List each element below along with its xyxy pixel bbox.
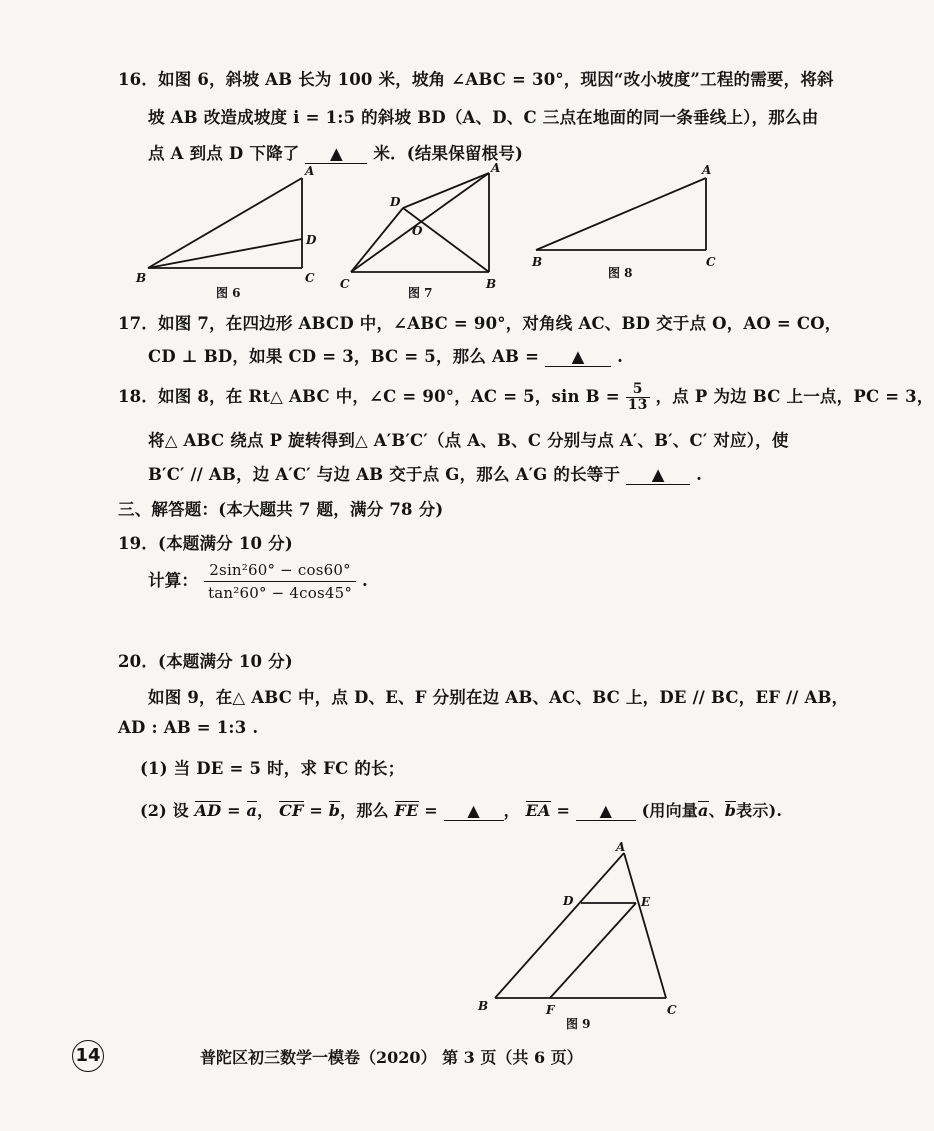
q20-sep: 、 [708,801,725,820]
q16-text-b: 米．(结果保留根号) [373,144,524,163]
q18-text-a2: B′C′ // AB，边 A′C′ 与边 AB 交于点 G，那么 A′G 的长等于 [148,465,621,484]
fig8-caption: 图 8 [608,266,633,280]
q18-text-a: 18．如图 8，在 Rt△ ABC 中，∠C = 90°，AC = 5，sin B = [118,387,620,406]
q16-line1: 16．如图 6，斜坡 AB 长为 100 米，坡角 ∠ABC = 30°，现因“改小坡度”工程的需要，将斜 [118,70,834,89]
vector-ea: EA [525,801,551,820]
q20-comma2: ， [503,801,520,820]
q18-text-b2: . [696,465,703,484]
q17-line2 [148,343,623,367]
q17-answer-blank[interactable]: ▲ [545,348,611,367]
q16-answer-blank[interactable]: ▲ [305,145,367,164]
fig9-label-d: D [563,894,574,908]
q20-eq4: = [556,801,571,820]
figure-8 [536,178,706,250]
fig8-label-c: C [706,255,716,269]
q19-denominator: tan²60° − 4cos45° [208,584,353,602]
fig6-caption: 图 6 [216,286,241,300]
q18-answer-blank[interactable]: ▲ [626,466,690,485]
fig7-caption: 图 7 [408,286,433,300]
q19-numerator: 2sin²60° − cos60° [204,560,356,582]
fig8-label-a: A [702,163,712,177]
fig7-label-c: C [340,277,350,291]
fig9-label-a: A [616,840,626,854]
q20-eq1: = [227,801,241,820]
q20-line1: 如图 9，在△ ABC 中，点 D、E、F 分别在边 AB、AC、BC 上，DE // BC，EF // AB， [148,688,849,707]
fig8-label-b: B [532,255,543,269]
q20-heading: 20．(本题满分 10 分) [118,652,293,671]
fig6-label-c: C [305,271,315,285]
vector-ad: AD [194,801,222,820]
fig9-label-e: E [641,895,651,909]
page-badge: 14 [72,1040,104,1072]
q18-line1 [118,382,934,413]
fig7-label-a: A [491,161,501,175]
q17-text-b: . [617,347,624,366]
q19-label: 计算： [148,571,199,590]
q18-fraction [626,382,650,413]
q20-part2-text-d: 表示). [736,801,783,820]
q16-line2: 坡 AB 改造成坡度 i = 1:5 的斜坡 BD（A、D、C 三点在地面的同一条垂线上），那么由 [148,108,819,127]
q19-heading: 19．(本题满分 10 分) [118,534,293,553]
q20-part2-text-c: (用向量 [641,801,698,820]
section-3-heading: 三、解答题：(本大题共 7 题，满分 78 分) [118,500,444,519]
fig6-label-a: A [305,164,315,178]
q20-part2-text-a: (2) 设 [140,801,189,820]
fig9-caption: 图 9 [566,1017,591,1031]
figure-9 [470,838,730,1038]
fig7-label-d: D [390,195,401,209]
figures-6-7-8 [0,160,800,310]
q17-line1: 17．如图 7，在四边形 ABCD 中，∠ABC = 90°，对角线 AC、BD 交于点 O，AO = CO， [118,314,842,333]
q20-part2-text-b: ，那么 [340,801,389,820]
fig6-label-b: B [136,271,147,285]
q18-fraction-den: 13 [627,397,648,413]
q19-fraction [204,560,356,603]
fig7-label-b: B [486,277,497,291]
q19-end: . [362,571,368,590]
vector-cf: CF [279,801,304,820]
q20-ea-answer-blank[interactable]: ▲ [576,802,636,821]
q18-fraction-num: 5 [626,382,650,398]
q16-text-a: 点 A 到点 D 下降了 [148,144,300,163]
q18-text-b: ，点 P 为边 BC 上一点，PC = 3， [655,387,934,406]
q20-eq2: = [309,801,323,820]
q20-eq3: = [424,801,438,820]
q20-part1: (1) 当 DE = 5 时，求 FC 的长； [140,759,405,778]
figure-6 [148,178,302,268]
vector-b-2: b [724,801,737,820]
vector-b: b [328,801,341,820]
q20-fe-answer-blank[interactable]: ▲ [444,802,504,821]
q20-part2 [140,798,782,821]
fig9-label-c: C [667,1003,677,1017]
footer-text: 普陀区初三数学一模卷（2020） 第 3 页（共 6 页） [200,1048,583,1067]
figure-7 [351,173,489,272]
fig7-label-o: O [412,224,423,238]
q20-line2: AD : AB = 1:3 . [118,718,259,737]
vector-fe: FE [394,801,419,820]
q19-expression [148,560,368,603]
q18-line2: 将△ ABC 绕点 P 旋转得到△ A′B′C′（点 A、B、C 分别与点 A′、B′、C′ 对应），使 [148,431,789,450]
fig6-label-d: D [306,233,317,247]
q18-line3 [148,461,702,485]
fig9-label-f: F [546,1003,555,1017]
fig9-label-b: B [478,999,489,1013]
q20-comma1: ， [257,801,274,820]
vector-a: a [246,801,258,820]
vector-a-2: a [698,801,709,820]
q17-text-a: CD ⊥ BD，如果 CD = 3，BC = 5，那么 AB = [148,347,540,366]
